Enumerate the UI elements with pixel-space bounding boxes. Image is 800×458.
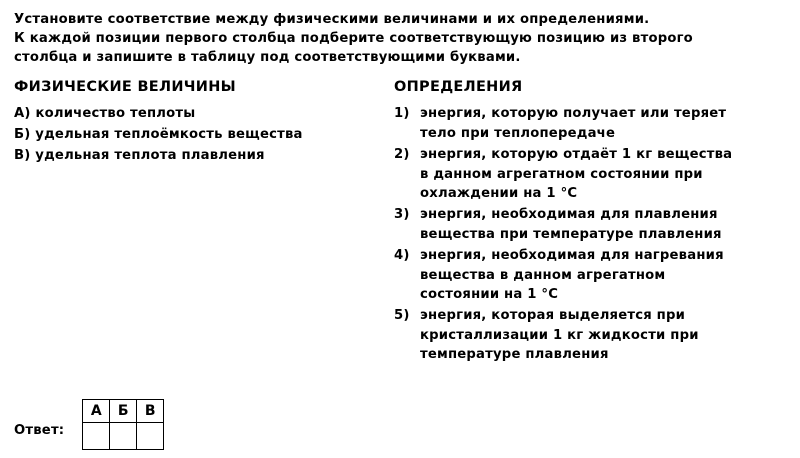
quantity-marker-v: В) <box>14 148 31 164</box>
answer-header-a: А <box>83 400 110 423</box>
definition-item-2 <box>394 145 786 203</box>
answer-table <box>82 399 164 450</box>
answer-cell-v[interactable] <box>137 423 164 450</box>
quantity-item-a <box>14 104 392 124</box>
definition-marker-2: 2) <box>394 147 410 163</box>
definition-3-line-1: энергия, необходимая для плавления <box>420 207 718 223</box>
definition-marker-4: 4) <box>394 248 410 264</box>
definition-body-5 <box>420 306 786 364</box>
quantity-marker-a: А) <box>14 106 31 122</box>
definition-marker-1: 1) <box>394 106 410 122</box>
definition-1-line-1: энергия, которую получает или теряет <box>420 106 727 122</box>
definition-item-4 <box>394 246 786 304</box>
definition-5-line-1: энергия, которая выделяется при <box>420 308 686 324</box>
quantity-text-b: удельная теплоёмкость вещества <box>35 127 303 143</box>
table-row <box>83 400 164 423</box>
matching-columns <box>14 79 786 366</box>
definition-item-3 <box>394 205 786 244</box>
definitions-column <box>392 79 786 366</box>
quantity-item-b <box>14 125 392 145</box>
answer-label: Ответ: <box>14 423 65 438</box>
definition-3-line-2: вещества при температуре плавления <box>420 226 722 242</box>
task-intro <box>14 10 786 67</box>
task-intro-line-2: К каждой позиции первого столбца подберите соответствующую позицию из второго <box>14 31 693 47</box>
answer-cell-b[interactable] <box>110 423 137 450</box>
quantity-text-a: количество теплоты <box>35 106 196 122</box>
quantity-text-v: удельная теплота плавления <box>35 148 265 164</box>
definition-body-3 <box>420 205 786 244</box>
definition-marker-3: 3) <box>394 207 410 223</box>
definition-body-2 <box>420 145 786 203</box>
physical-quantities-column <box>14 79 392 366</box>
definition-item-1 <box>394 104 786 143</box>
definition-item-5 <box>394 306 786 364</box>
definition-4-line-1: энергия, необходимая для нагревания <box>420 248 724 264</box>
definitions-heading: ОПРЕДЕЛЕНИЯ <box>394 79 523 96</box>
answer-section <box>14 399 164 450</box>
definition-1-line-2: тело при теплопередаче <box>420 125 616 141</box>
definition-5-line-2: кристаллизации 1 кг жидкости при <box>420 327 699 343</box>
answer-header-b: Б <box>110 400 137 423</box>
definition-4-line-3: состоянии на 1 °С <box>420 287 559 303</box>
definition-2-line-2: в данном агрегатном состоянии при <box>420 166 703 182</box>
quantity-item-v <box>14 146 392 166</box>
definition-2-line-3: охлаждении на 1 °С <box>420 186 578 202</box>
definition-body-4 <box>420 246 786 304</box>
definition-5-line-3: температуре плавления <box>420 347 609 363</box>
physical-quantities-heading: ФИЗИЧЕСКИЕ ВЕЛИЧИНЫ <box>14 79 237 96</box>
task-intro-line-1: Установите соответствие между физическими величинами и их определениями. <box>14 12 650 27</box>
definition-4-line-2: вещества в данном агрегатном <box>420 267 666 283</box>
table-row <box>83 423 164 450</box>
definition-body-1 <box>420 104 786 143</box>
answer-header-v: В <box>137 400 164 423</box>
task-intro-line-3: столбца и запишите в таблицу под соответствующими буквами. <box>14 50 521 66</box>
definition-2-line-1: энергия, которую отдаёт 1 кг вещества <box>420 147 733 163</box>
quantity-marker-b: Б) <box>14 127 31 143</box>
definition-marker-5: 5) <box>394 308 410 324</box>
answer-cell-a[interactable] <box>83 423 110 450</box>
